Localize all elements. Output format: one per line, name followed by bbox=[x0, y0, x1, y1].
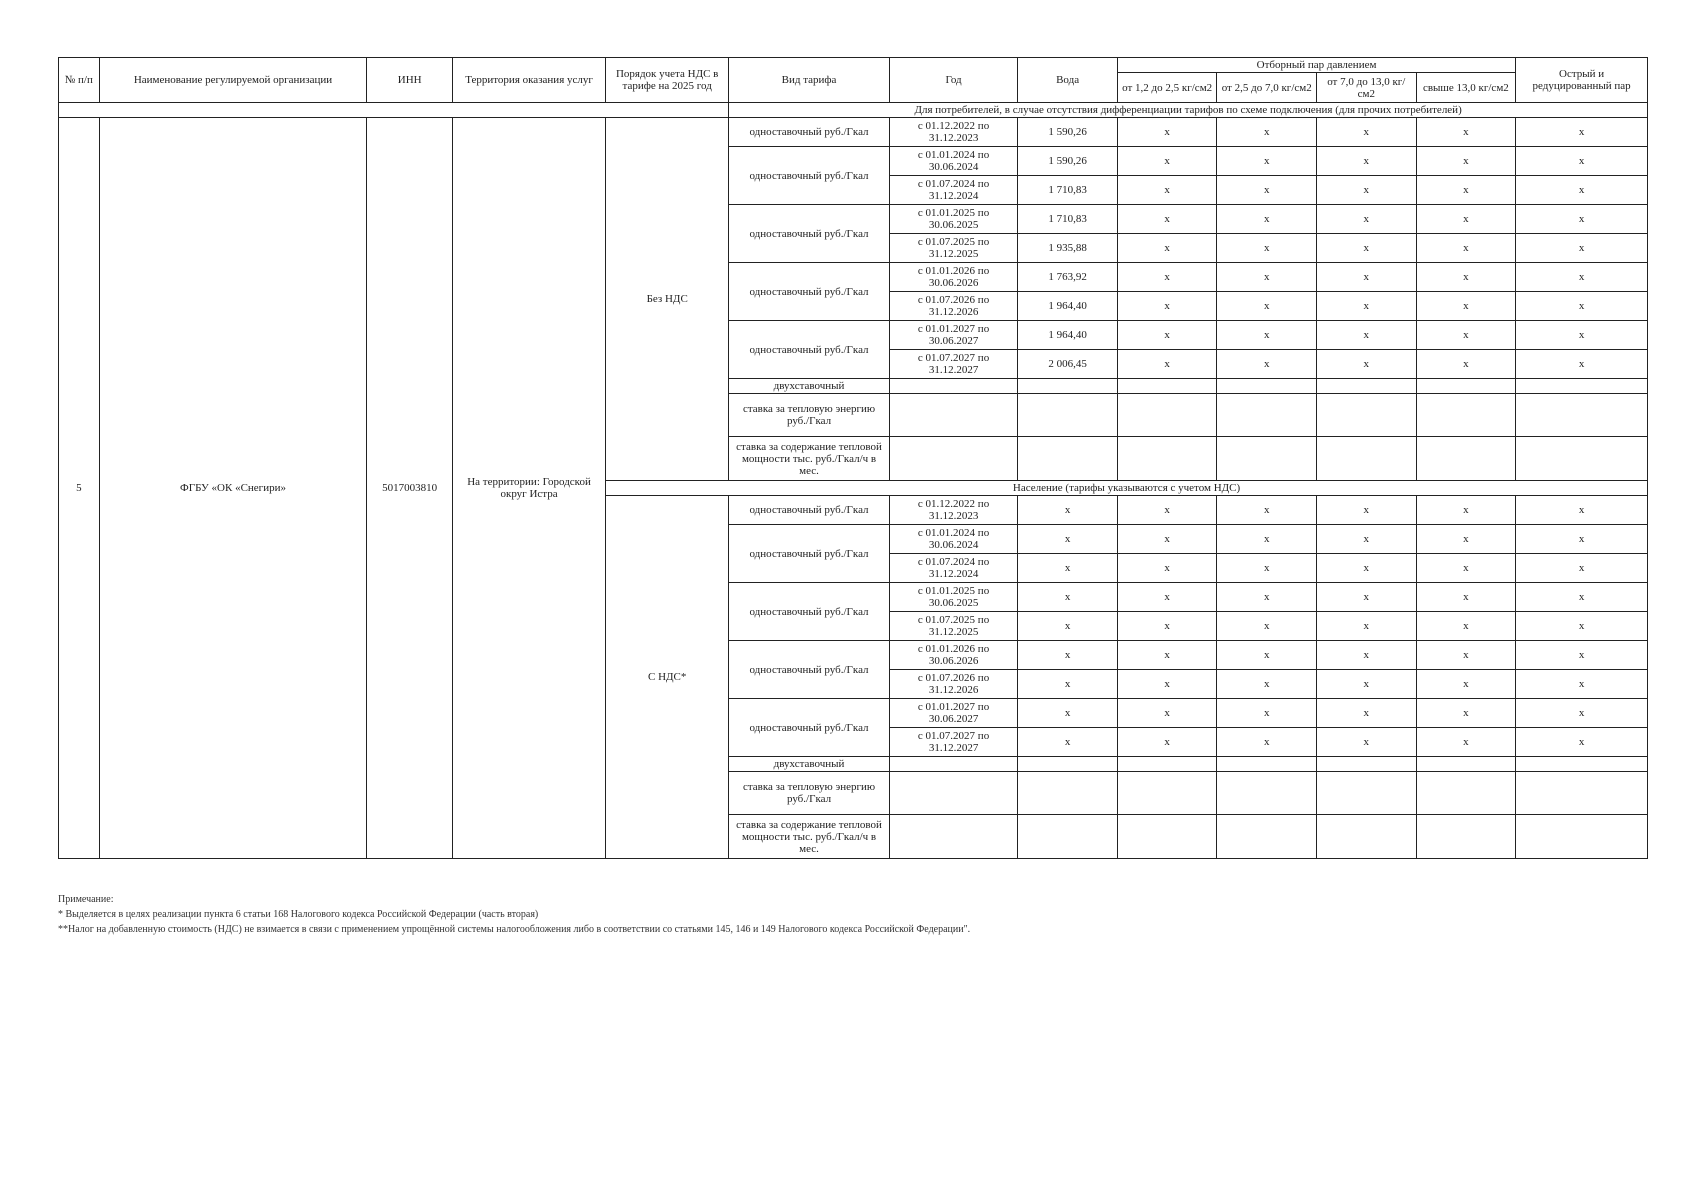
org-name: ФГБУ «ОК «Снегири» bbox=[99, 118, 367, 859]
period-cell: с 01.01.2026 по 30.06.2026 bbox=[889, 263, 1017, 292]
water-value: x bbox=[1018, 525, 1118, 554]
tariff-type: одноставочный руб./Гкал bbox=[729, 699, 890, 757]
empty-cell bbox=[889, 379, 1017, 394]
x-cell: x bbox=[1317, 321, 1417, 350]
empty-cell bbox=[1217, 772, 1317, 815]
x-cell: x bbox=[1317, 147, 1417, 176]
empty-cell bbox=[1117, 772, 1217, 815]
empty-cell bbox=[889, 815, 1017, 859]
x-cell: x bbox=[1217, 583, 1317, 612]
empty-cell bbox=[889, 437, 1017, 481]
x-cell: x bbox=[1516, 292, 1648, 321]
x-cell: x bbox=[1516, 205, 1648, 234]
empty-cell bbox=[1416, 815, 1516, 859]
x-cell: x bbox=[1416, 728, 1516, 757]
period-cell: с 01.07.2024 по 31.12.2024 bbox=[889, 176, 1017, 205]
tariff-type: одноставочный руб./Гкал bbox=[729, 496, 890, 525]
period-cell: с 01.01.2025 по 30.06.2025 bbox=[889, 205, 1017, 234]
period-cell: с 01.07.2026 по 31.12.2026 bbox=[889, 670, 1017, 699]
period-cell: с 01.01.2027 по 30.06.2027 bbox=[889, 699, 1017, 728]
empty-cell bbox=[1416, 394, 1516, 437]
x-cell: x bbox=[1516, 234, 1648, 263]
period-cell: с 01.01.2025 по 30.06.2025 bbox=[889, 583, 1017, 612]
empty-cell bbox=[1217, 379, 1317, 394]
empty-cell bbox=[1416, 772, 1516, 815]
x-cell: x bbox=[1516, 496, 1648, 525]
header-steam-3: от 7,0 до 13,0 кг/см2 bbox=[1317, 73, 1417, 103]
x-cell: x bbox=[1516, 321, 1648, 350]
period-cell: с 01.12.2022 по 31.12.2023 bbox=[889, 118, 1017, 147]
x-cell: x bbox=[1117, 292, 1217, 321]
empty-cell bbox=[1217, 394, 1317, 437]
x-cell: x bbox=[1317, 554, 1417, 583]
x-cell: x bbox=[1117, 554, 1217, 583]
x-cell: x bbox=[1317, 350, 1417, 379]
x-cell: x bbox=[1117, 699, 1217, 728]
x-cell: x bbox=[1217, 612, 1317, 641]
period-cell: с 01.01.2024 по 30.06.2024 bbox=[889, 525, 1017, 554]
table-row bbox=[59, 118, 1648, 147]
band-population: Население (тарифы указываются с учетом НДС) bbox=[606, 481, 1648, 496]
x-cell: x bbox=[1217, 525, 1317, 554]
x-cell: x bbox=[1516, 147, 1648, 176]
x-cell: x bbox=[1416, 670, 1516, 699]
empty-cell bbox=[1516, 757, 1648, 772]
water-value: 1 935,88 bbox=[1018, 234, 1118, 263]
vat-section: Без НДС bbox=[606, 118, 729, 481]
x-cell: x bbox=[1516, 118, 1648, 147]
x-cell: x bbox=[1217, 496, 1317, 525]
empty-cell bbox=[1317, 772, 1417, 815]
header-water: Вода bbox=[1018, 58, 1118, 103]
notes-block bbox=[58, 892, 1638, 937]
period-cell: с 01.01.2026 по 30.06.2026 bbox=[889, 641, 1017, 670]
x-cell: x bbox=[1217, 263, 1317, 292]
x-cell: x bbox=[1516, 554, 1648, 583]
x-cell: x bbox=[1416, 292, 1516, 321]
water-value: 1 964,40 bbox=[1018, 321, 1118, 350]
tariff-type: одноставочный руб./Гкал bbox=[729, 525, 890, 583]
org-inn: 5017003810 bbox=[367, 118, 453, 859]
x-cell: x bbox=[1416, 554, 1516, 583]
org-territory: На территории: Городской округ Истра bbox=[453, 118, 606, 859]
x-cell: x bbox=[1217, 292, 1317, 321]
capacity-rate-label: ставка за содержание тепловой мощности тыс. руб./Гкал/ч в мес. bbox=[729, 437, 890, 481]
water-value: x bbox=[1018, 699, 1118, 728]
header-territory: Территория оказания услуг bbox=[453, 58, 606, 103]
x-cell: x bbox=[1416, 118, 1516, 147]
header-steam-4: свыше 13,0 кг/см2 bbox=[1416, 73, 1516, 103]
tariff-type-two-part: двухставочный bbox=[729, 379, 890, 394]
water-value: 2 006,45 bbox=[1018, 350, 1118, 379]
x-cell: x bbox=[1117, 321, 1217, 350]
vat-section: С НДС* bbox=[606, 496, 729, 859]
x-cell: x bbox=[1516, 699, 1648, 728]
x-cell: x bbox=[1117, 176, 1217, 205]
header-steam-2: от 2,5 до 7,0 кг/см2 bbox=[1217, 73, 1317, 103]
water-value: x bbox=[1018, 583, 1118, 612]
notes-title: Примечание: bbox=[58, 894, 114, 905]
x-cell: x bbox=[1117, 583, 1217, 612]
empty-cell bbox=[889, 757, 1017, 772]
x-cell: x bbox=[1416, 321, 1516, 350]
empty-cell bbox=[1416, 379, 1516, 394]
x-cell: x bbox=[1416, 612, 1516, 641]
org-number: 5 bbox=[59, 118, 100, 859]
header-num: № п/п bbox=[59, 58, 100, 103]
empty-cell bbox=[1317, 394, 1417, 437]
tariff-sheet bbox=[58, 57, 1648, 859]
x-cell: x bbox=[1516, 350, 1648, 379]
period-cell: с 01.07.2025 по 31.12.2025 bbox=[889, 612, 1017, 641]
x-cell: x bbox=[1317, 699, 1417, 728]
empty-cell bbox=[1416, 757, 1516, 772]
period-cell: с 01.01.2027 по 30.06.2027 bbox=[889, 321, 1017, 350]
x-cell: x bbox=[1117, 205, 1217, 234]
water-value: x bbox=[1018, 612, 1118, 641]
empty-cell bbox=[1317, 437, 1417, 481]
x-cell: x bbox=[1317, 118, 1417, 147]
x-cell: x bbox=[1217, 234, 1317, 263]
header-sharp-steam: Острый и редуцированный пар bbox=[1516, 58, 1648, 103]
x-cell: x bbox=[1416, 496, 1516, 525]
header-year: Год bbox=[889, 58, 1017, 103]
x-cell: x bbox=[1416, 205, 1516, 234]
empty-cell bbox=[1117, 815, 1217, 859]
x-cell: x bbox=[1117, 496, 1217, 525]
empty-cell bbox=[1516, 394, 1648, 437]
period-cell: с 01.07.2027 по 31.12.2027 bbox=[889, 728, 1017, 757]
header-tariff-type: Вид тарифа bbox=[729, 58, 890, 103]
header-inn: ИНН bbox=[367, 58, 453, 103]
x-cell: x bbox=[1117, 525, 1217, 554]
x-cell: x bbox=[1516, 728, 1648, 757]
x-cell: x bbox=[1117, 118, 1217, 147]
x-cell: x bbox=[1416, 263, 1516, 292]
x-cell: x bbox=[1217, 554, 1317, 583]
water-value: x bbox=[1018, 554, 1118, 583]
x-cell: x bbox=[1516, 176, 1648, 205]
energy-rate-label: ставка за тепловую энергию руб./Гкал bbox=[729, 772, 890, 815]
empty-cell bbox=[1516, 772, 1648, 815]
x-cell: x bbox=[1217, 205, 1317, 234]
x-cell: x bbox=[1416, 525, 1516, 554]
empty-cell bbox=[1018, 757, 1118, 772]
period-cell: с 01.07.2024 по 31.12.2024 bbox=[889, 554, 1017, 583]
water-value: x bbox=[1018, 728, 1118, 757]
water-value: x bbox=[1018, 670, 1118, 699]
x-cell: x bbox=[1117, 147, 1217, 176]
tariff-type: одноставочный руб./Гкал bbox=[729, 321, 890, 379]
x-cell: x bbox=[1217, 728, 1317, 757]
x-cell: x bbox=[1317, 612, 1417, 641]
empty-cell bbox=[1217, 437, 1317, 481]
water-value: 1 590,26 bbox=[1018, 118, 1118, 147]
x-cell: x bbox=[1516, 612, 1648, 641]
x-cell: x bbox=[1317, 205, 1417, 234]
tariff-type: одноставочный руб./Гкал bbox=[729, 205, 890, 263]
empty-cell bbox=[1516, 437, 1648, 481]
x-cell: x bbox=[1416, 350, 1516, 379]
x-cell: x bbox=[1117, 641, 1217, 670]
empty-cell bbox=[1117, 437, 1217, 481]
empty-cell bbox=[1018, 394, 1118, 437]
empty-cell bbox=[1317, 757, 1417, 772]
x-cell: x bbox=[1317, 292, 1417, 321]
x-cell: x bbox=[1317, 670, 1417, 699]
water-value: x bbox=[1018, 641, 1118, 670]
x-cell: x bbox=[1217, 176, 1317, 205]
water-value: 1 710,83 bbox=[1018, 176, 1118, 205]
x-cell: x bbox=[1516, 525, 1648, 554]
x-cell: x bbox=[1317, 176, 1417, 205]
x-cell: x bbox=[1516, 583, 1648, 612]
empty-cell bbox=[889, 394, 1017, 437]
header-org: Наименование регулируемой организации bbox=[99, 58, 367, 103]
water-value: x bbox=[1018, 496, 1118, 525]
empty-cell bbox=[1516, 815, 1648, 859]
empty-cell bbox=[1516, 379, 1648, 394]
x-cell: x bbox=[1416, 641, 1516, 670]
x-cell: x bbox=[1117, 670, 1217, 699]
period-cell: с 01.07.2026 по 31.12.2026 bbox=[889, 292, 1017, 321]
x-cell: x bbox=[1416, 147, 1516, 176]
water-value: 1 763,92 bbox=[1018, 263, 1118, 292]
tariff-type: одноставочный руб./Гкал bbox=[729, 263, 890, 321]
x-cell: x bbox=[1217, 118, 1317, 147]
tariff-type: одноставочный руб./Гкал bbox=[729, 641, 890, 699]
water-value: 1 964,40 bbox=[1018, 292, 1118, 321]
water-value: 1 590,26 bbox=[1018, 147, 1118, 176]
band-row-consumers bbox=[59, 103, 1648, 118]
tariff-table bbox=[58, 57, 1648, 859]
x-cell: x bbox=[1217, 321, 1317, 350]
x-cell: x bbox=[1516, 641, 1648, 670]
x-cell: x bbox=[1317, 583, 1417, 612]
x-cell: x bbox=[1416, 583, 1516, 612]
period-cell: с 01.12.2022 по 31.12.2023 bbox=[889, 496, 1017, 525]
x-cell: x bbox=[1317, 525, 1417, 554]
tariff-type-two-part: двухставочный bbox=[729, 757, 890, 772]
empty-cell bbox=[889, 772, 1017, 815]
empty-cell bbox=[1018, 437, 1118, 481]
empty-cell bbox=[1117, 394, 1217, 437]
x-cell: x bbox=[1317, 641, 1417, 670]
x-cell: x bbox=[1317, 728, 1417, 757]
tariff-type: одноставочный руб./Гкал bbox=[729, 147, 890, 205]
x-cell: x bbox=[1217, 147, 1317, 176]
x-cell: x bbox=[1117, 728, 1217, 757]
x-cell: x bbox=[1217, 699, 1317, 728]
header-row bbox=[59, 58, 1648, 73]
period-cell: с 01.01.2024 по 30.06.2024 bbox=[889, 147, 1017, 176]
header-vat-order: Порядок учета НДС в тарифе на 2025 год bbox=[606, 58, 729, 103]
x-cell: x bbox=[1317, 234, 1417, 263]
empty-cell bbox=[1317, 815, 1417, 859]
empty-cell bbox=[1018, 379, 1118, 394]
band-blank bbox=[59, 103, 729, 118]
x-cell: x bbox=[1317, 263, 1417, 292]
empty-cell bbox=[1217, 757, 1317, 772]
band-consumers: Для потребителей, в случае отсутствия дифференциации тарифов по схеме подключения (для прочих потребителей) bbox=[729, 103, 1648, 118]
x-cell: x bbox=[1217, 641, 1317, 670]
empty-cell bbox=[1018, 815, 1118, 859]
period-cell: с 01.07.2027 по 31.12.2027 bbox=[889, 350, 1017, 379]
empty-cell bbox=[1018, 772, 1118, 815]
capacity-rate-label: ставка за содержание тепловой мощности тыс. руб./Гкал/ч в мес. bbox=[729, 815, 890, 859]
x-cell: x bbox=[1516, 263, 1648, 292]
note-vat-exempt: **Налог на добавленную стоимость (НДС) не взимается в связи с применением упрощённой системы налогообложения либо в соответствии со статьями 145, 146 и 149 Налогового кодекса Российской Федерации". bbox=[58, 924, 971, 935]
empty-cell bbox=[1416, 437, 1516, 481]
tariff-type: одноставочный руб./Гкал bbox=[729, 583, 890, 641]
x-cell: x bbox=[1317, 496, 1417, 525]
x-cell: x bbox=[1217, 670, 1317, 699]
header-steam-group: Отборный пар давлением bbox=[1117, 58, 1515, 73]
tariff-type: одноставочный руб./Гкал bbox=[729, 118, 890, 147]
header-steam-1: от 1,2 до 2,5 кг/см2 bbox=[1117, 73, 1217, 103]
x-cell: x bbox=[1516, 670, 1648, 699]
empty-cell bbox=[1217, 815, 1317, 859]
empty-cell bbox=[1117, 379, 1217, 394]
period-cell: с 01.07.2025 по 31.12.2025 bbox=[889, 234, 1017, 263]
x-cell: x bbox=[1117, 234, 1217, 263]
x-cell: x bbox=[1416, 176, 1516, 205]
empty-cell bbox=[1317, 379, 1417, 394]
energy-rate-label: ставка за тепловую энергию руб./Гкал bbox=[729, 394, 890, 437]
x-cell: x bbox=[1416, 699, 1516, 728]
note-vat-allocation: * Выделяется в целях реализации пункта 6 статьи 168 Налогового кодекса Российской Федерации (часть вторая) bbox=[58, 909, 539, 920]
x-cell: x bbox=[1416, 234, 1516, 263]
x-cell: x bbox=[1117, 612, 1217, 641]
x-cell: x bbox=[1217, 350, 1317, 379]
empty-cell bbox=[1117, 757, 1217, 772]
x-cell: x bbox=[1117, 263, 1217, 292]
water-value: 1 710,83 bbox=[1018, 205, 1118, 234]
x-cell: x bbox=[1117, 350, 1217, 379]
